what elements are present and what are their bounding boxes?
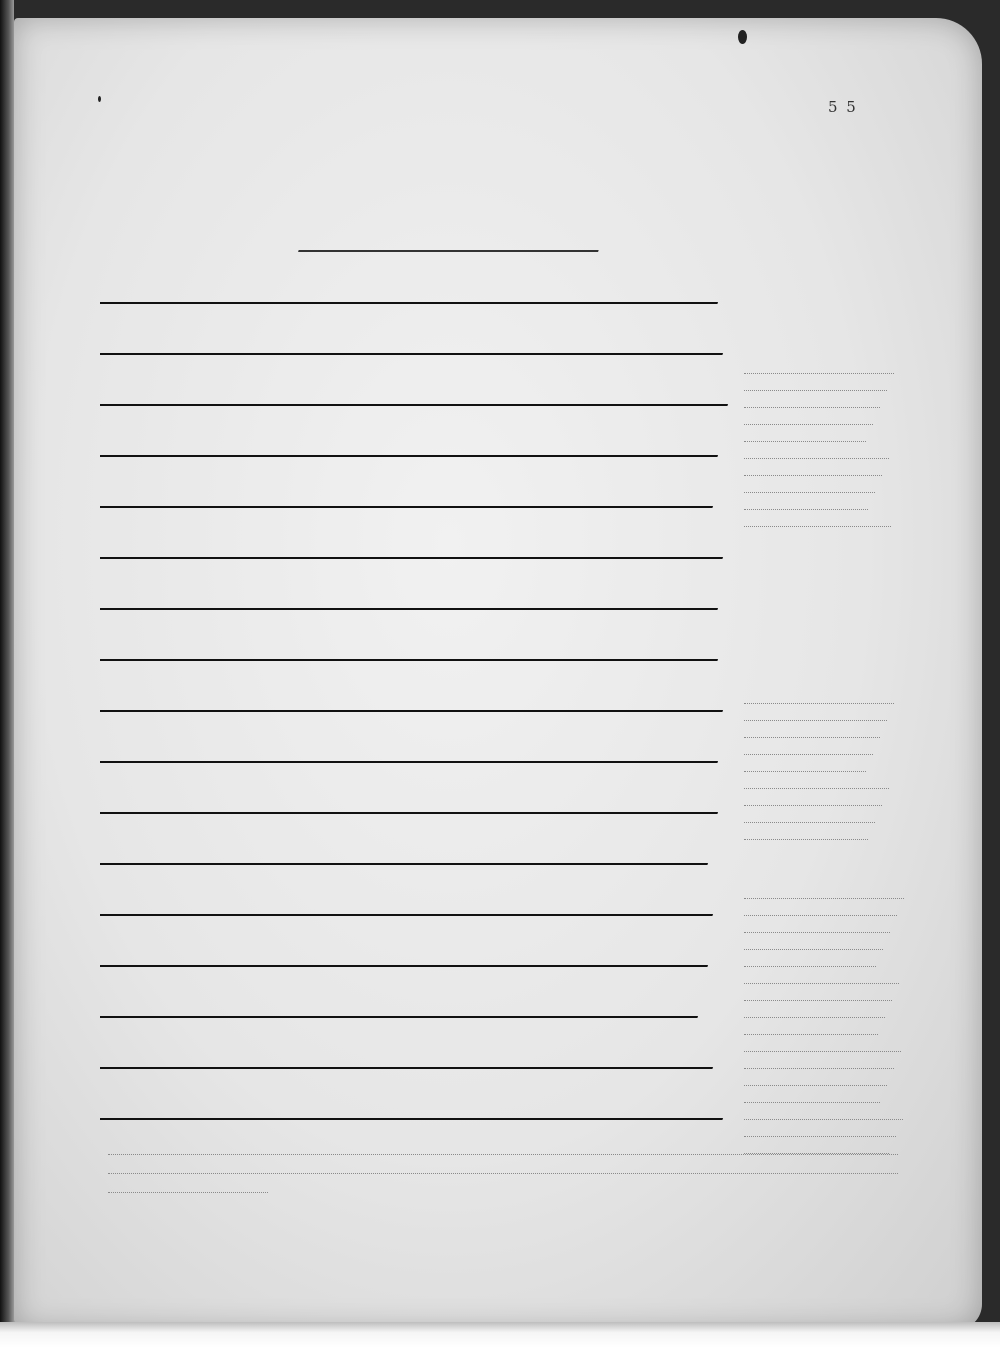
- margin-note-line: [744, 1089, 880, 1103]
- handwriting-stroke: [100, 288, 723, 304]
- margin-note-line: [744, 953, 876, 967]
- handwriting-stroke: [100, 492, 718, 508]
- handwriting-stroke: [100, 594, 723, 610]
- margin-note-line: [744, 462, 882, 476]
- margin-note-3: [744, 885, 912, 1157]
- folio-number: 5 5: [828, 98, 858, 116]
- handwriting-stroke: [100, 543, 728, 559]
- margin-note-line: [744, 1106, 903, 1120]
- handwriting-stroke: [100, 900, 718, 916]
- manuscript-line: [100, 831, 740, 882]
- ink-blot: [738, 30, 747, 44]
- manuscript-line: [100, 1035, 740, 1086]
- manuscript-line: [100, 933, 740, 984]
- margin-note-line: [744, 360, 894, 374]
- margin-note-line: [744, 919, 890, 933]
- margin-note-line: [744, 809, 875, 823]
- margin-note-line: [744, 885, 904, 899]
- margin-note-line: [744, 758, 866, 772]
- manuscript-line: [100, 474, 740, 525]
- margin-note-line: [744, 936, 883, 950]
- handwriting-stroke: [100, 645, 723, 661]
- handwriting-stroke: [100, 1002, 703, 1018]
- margin-note-line: [744, 826, 868, 840]
- margin-note-line: [744, 1072, 887, 1086]
- margin-note-line: [744, 707, 887, 721]
- handwriting-stroke: [100, 747, 723, 763]
- margin-note-line: [744, 724, 880, 738]
- bottom-footnote: [108, 1140, 918, 1197]
- section-heading: [300, 240, 620, 256]
- margin-note-line: [744, 394, 880, 408]
- margin-note-line: [744, 792, 882, 806]
- margin-note-2: [744, 690, 912, 843]
- manuscript-line: [100, 678, 740, 729]
- margin-note-line: [744, 479, 875, 493]
- manuscript-line: [100, 576, 740, 627]
- margin-note-1: [744, 360, 912, 530]
- manuscript-line: [100, 525, 740, 576]
- handwriting-stroke: [100, 390, 733, 406]
- handwriting-stroke: [100, 849, 713, 865]
- margin-note-line: [744, 1021, 878, 1035]
- margin-note-line: [744, 1055, 894, 1069]
- footnote-line: [108, 1140, 898, 1155]
- margin-note-line: [744, 741, 873, 755]
- footnote-line: [108, 1178, 268, 1193]
- handwriting-stroke: [100, 1053, 718, 1069]
- page-bottom-edge: [0, 1322, 1000, 1348]
- manuscript-line: [100, 984, 740, 1035]
- margin-note-line: [744, 411, 873, 425]
- handwriting-stroke: [100, 1104, 728, 1120]
- margin-note-line: [744, 1004, 885, 1018]
- handwriting-stroke: [100, 798, 723, 814]
- margin-note-line: [744, 987, 892, 1001]
- margin-note-line: [744, 496, 868, 510]
- margin-note-line: [744, 690, 894, 704]
- manuscript-line: [100, 321, 740, 372]
- margin-note-line: [744, 428, 866, 442]
- manuscript-line: [100, 882, 740, 933]
- manuscript-line: [100, 423, 740, 474]
- manuscript-line: [100, 372, 740, 423]
- manuscript-line: [100, 780, 740, 831]
- footnote-line: [108, 1159, 898, 1174]
- handwriting-stroke: [100, 951, 713, 967]
- ink-dot: [98, 96, 101, 102]
- handwriting-stroke: [100, 441, 723, 457]
- manuscript-line: [100, 270, 740, 321]
- main-text-block: [100, 270, 740, 1137]
- manuscript-line: [100, 627, 740, 678]
- margin-note-line: [744, 902, 897, 916]
- handwriting-stroke: [100, 339, 728, 355]
- margin-note-line: [744, 445, 889, 459]
- manuscript-line: [100, 1086, 740, 1137]
- margin-note-line: [744, 377, 887, 391]
- binding-edge: [0, 0, 14, 1348]
- margin-note-line: [744, 513, 891, 527]
- margin-note-line: [744, 1038, 901, 1052]
- manuscript-line: [100, 729, 740, 780]
- margin-note-line: [744, 1123, 896, 1137]
- margin-note-line: [744, 970, 899, 984]
- handwriting-stroke: [100, 696, 728, 712]
- margin-note-line: [744, 775, 889, 789]
